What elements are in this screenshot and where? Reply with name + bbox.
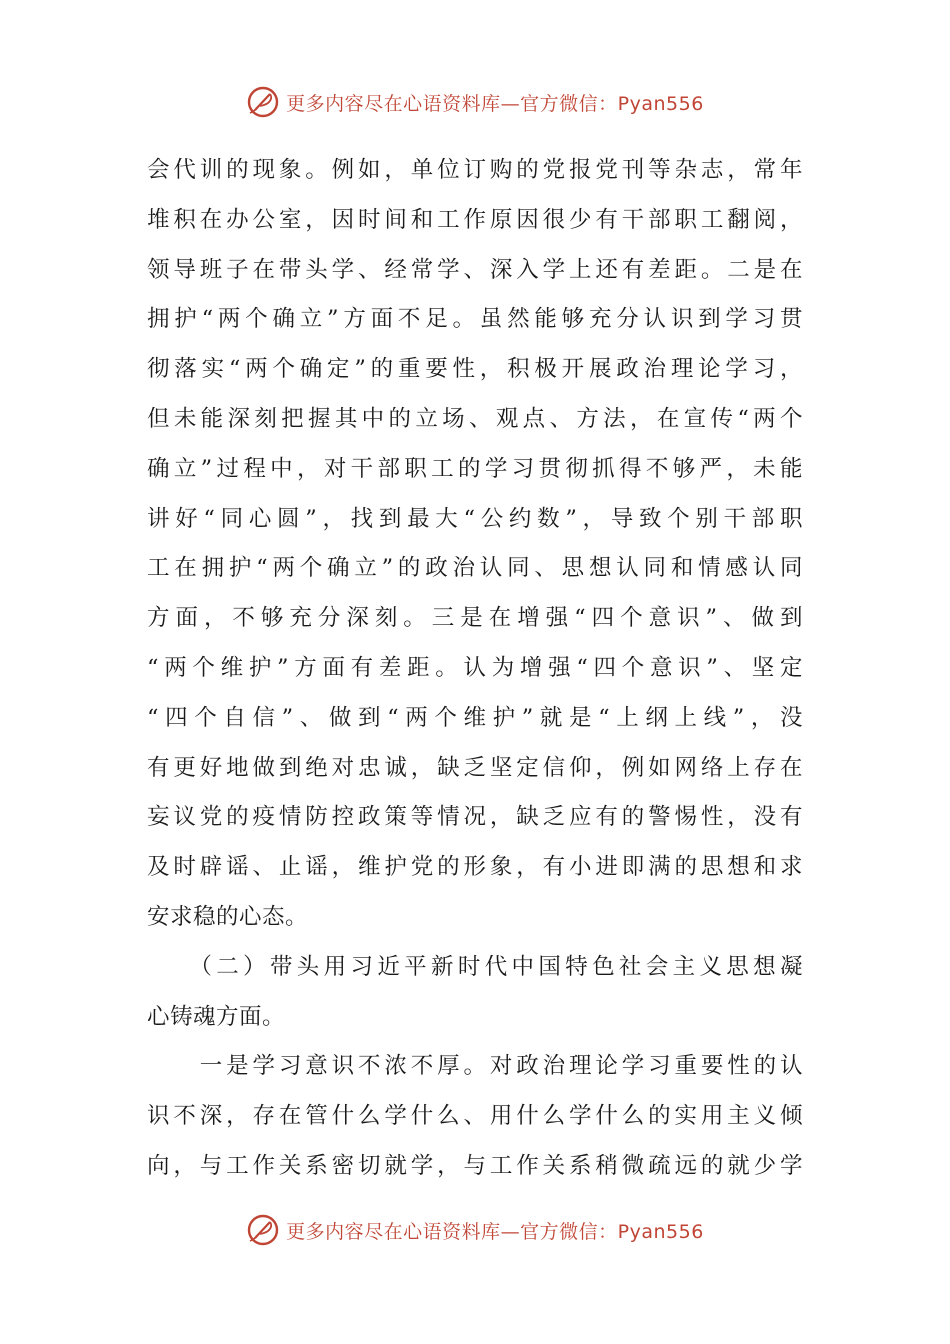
text-line: 妄议党的疫情防控政策等情况，缺乏应有的警惕性，没有 (147, 804, 803, 831)
text-line: 向，与工作关系密切就学，与工作关系稍微疏远的就少学 (147, 1152, 803, 1179)
text-line: 领导班子在带头学、经常学、深入学上还有差距。二是在 (147, 256, 803, 283)
banner-label: 更多内容尽在心语资料库—官方微信： (286, 1220, 618, 1243)
quill-logo-icon (246, 85, 280, 119)
header-watermark-banner (0, 80, 950, 124)
text-line: “四个自信”、做到“两个维护”就是“上纲上线”，没 (147, 704, 803, 731)
text-line: 会代训的现象。例如，单位订购的党报党刊等杂志，常年 (147, 157, 803, 183)
section-heading-line: 心铸魂方面。 (147, 1003, 286, 1030)
banner-text (286, 1217, 704, 1244)
text-line: 确立”过程中，对干部职工的学习贯彻抓得不够严，未能 (147, 455, 803, 482)
text-line: 识不深，存在管什么学什么、用什么学什么的实用主义倾 (147, 1103, 803, 1130)
banner-wechat-id: Pyan556 (617, 1220, 704, 1243)
text-line: 讲好“同心圆”，找到最大“公约数”，导致个别干部职 (147, 505, 803, 532)
text-line: 方面，不够充分深刻。三是在增强“四个意识”、做到 (147, 605, 803, 632)
footer-watermark-banner (0, 1208, 950, 1252)
document-body (147, 146, 803, 1192)
text-line: 拥护“两个确立”方面不足。虽然能够充分认识到学习贯 (147, 306, 803, 333)
text-line: 工在拥护“两个确立”的政治认同、思想认同和情感认同 (147, 555, 803, 582)
quill-logo-icon (246, 1213, 280, 1247)
text-line: 及时辟谣、止谣，维护党的形象，有小进即满的思想和求 (147, 854, 803, 881)
text-line: 一是学习意识不浓不厚。对政治理论学习重要性的认 (147, 1053, 803, 1080)
banner-label: 更多内容尽在心语资料库—官方微信： (286, 92, 618, 115)
text-line: “两个维护”方面有差距。认为增强“四个意识”、坚定 (147, 654, 803, 681)
text-line: 安求稳的心态。 (147, 903, 309, 930)
section-heading-line: （二）带头用习近平新时代中国特色社会主义思想凝 (147, 953, 803, 980)
banner-text (286, 89, 704, 116)
banner-wechat-id: Pyan556 (617, 92, 704, 115)
text-line: 但未能深刻把握其中的立场、观点、方法，在宣传“两个 (147, 405, 803, 432)
text-line: 有更好地做到绝对忠诚，缺乏坚定信仰，例如网络上存在 (147, 754, 803, 781)
text-line: 彻落实“两个确定”的重要性，积极开展政治理论学习， (147, 356, 803, 383)
text-line: 堆积在办公室，因时间和工作原因很少有干部职工翻阅， (147, 206, 803, 233)
